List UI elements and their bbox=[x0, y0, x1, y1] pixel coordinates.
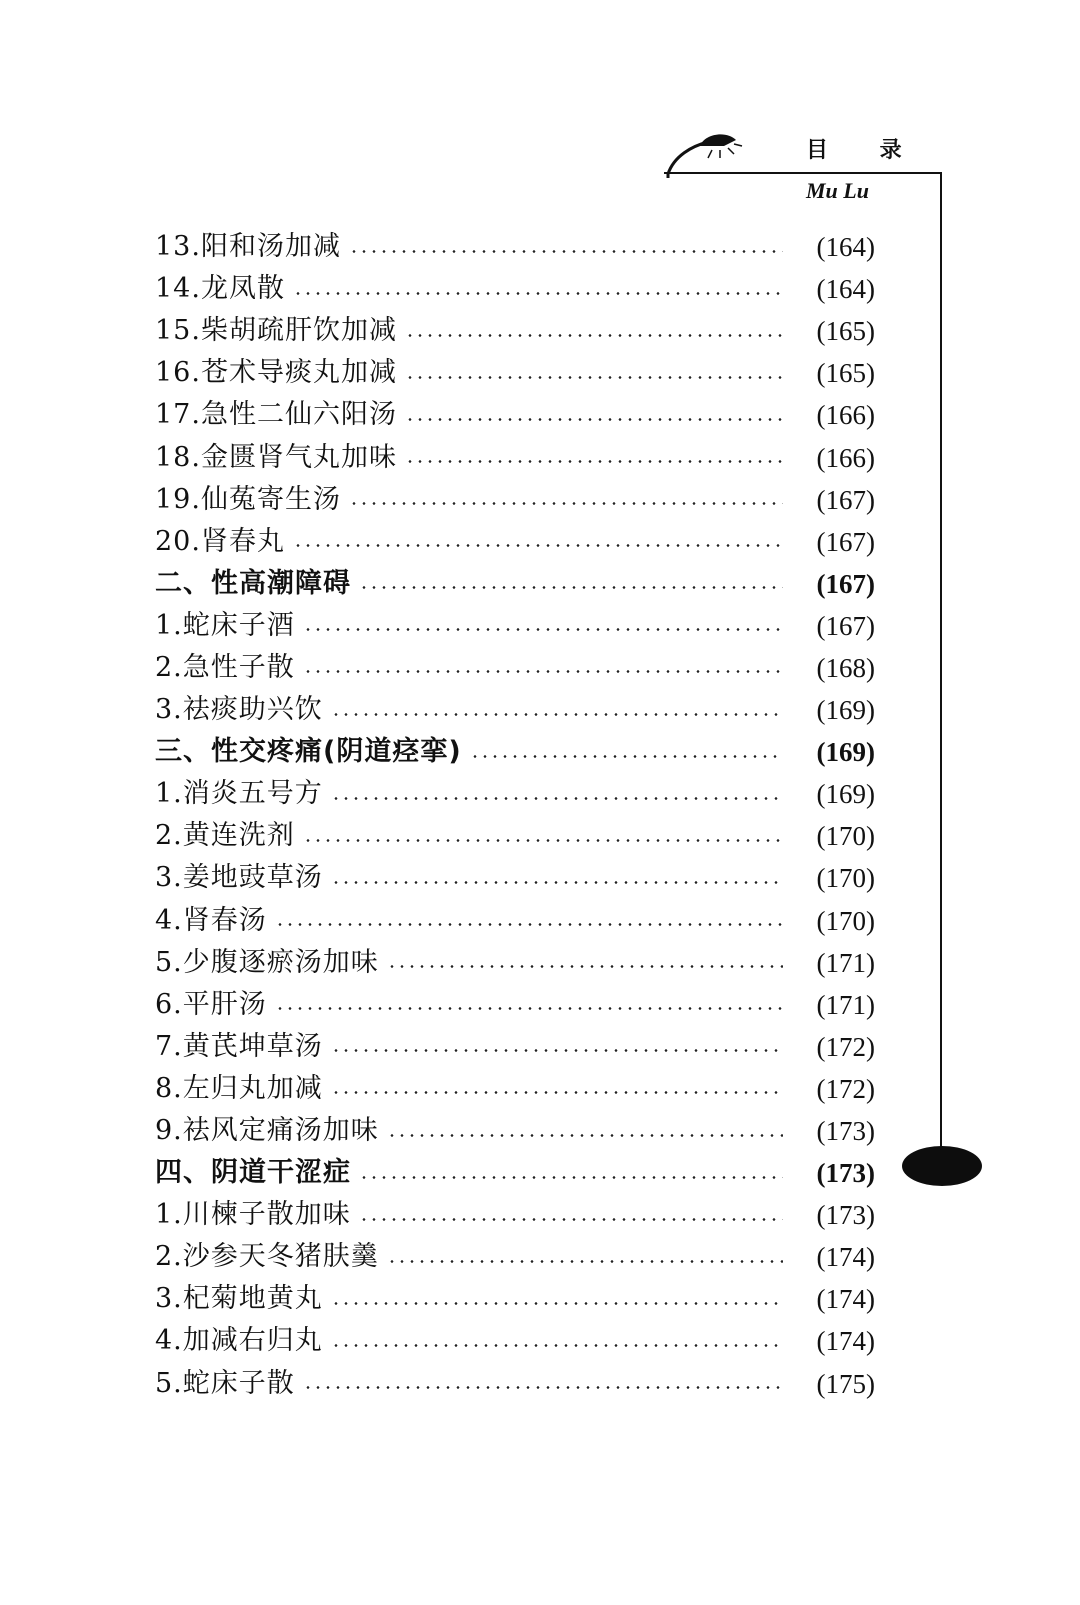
toc-entry-label: 1.蛇床子酒 bbox=[155, 609, 295, 641]
toc-entry-page: (171) bbox=[816, 947, 875, 978]
toc-entry-page: (174) bbox=[816, 1326, 875, 1357]
toc-entry-page: (170) bbox=[816, 905, 875, 936]
dot-leader bbox=[331, 1049, 783, 1052]
toc-entry-label: 17.急性二仙六阳汤 bbox=[155, 399, 397, 431]
dot-leader bbox=[359, 1218, 783, 1221]
toc-entry-page: (171) bbox=[816, 989, 875, 1020]
dot-leader bbox=[331, 881, 783, 884]
dot-leader bbox=[387, 1260, 783, 1263]
toc-entry-label: 13.阳和汤加减 bbox=[155, 231, 341, 263]
toc-entry-label: 15.柴胡疏肝饮加减 bbox=[155, 315, 397, 347]
dot-leader bbox=[349, 502, 783, 505]
toc-entry bbox=[155, 226, 875, 268]
toc-entry bbox=[155, 352, 875, 394]
header-subtitle: Mu Lu bbox=[806, 178, 869, 203]
toc-entry bbox=[155, 1068, 875, 1110]
toc-entry-page: (167) bbox=[816, 484, 875, 515]
toc-section-heading bbox=[155, 1152, 875, 1194]
margin-rule bbox=[940, 172, 942, 1147]
toc-entry bbox=[155, 815, 875, 857]
toc-entry-page: (175) bbox=[816, 1368, 875, 1399]
toc-entry bbox=[155, 689, 875, 731]
toc-entry-page: (173) bbox=[816, 1158, 875, 1189]
toc-entry-label: 6.平肝汤 bbox=[155, 988, 267, 1020]
toc-entry-label: 8.左归丸加减 bbox=[155, 1072, 323, 1104]
toc-entry-page: (166) bbox=[816, 442, 875, 473]
toc-entry-label: 4.加减右归丸 bbox=[155, 1325, 323, 1357]
dot-leader bbox=[359, 1176, 783, 1179]
dot-leader bbox=[293, 544, 783, 547]
toc-entry-label: 19.仙菟寄生汤 bbox=[155, 483, 341, 515]
dot-leader bbox=[303, 1386, 783, 1389]
toc-entry-label: 2.急性子散 bbox=[155, 651, 295, 683]
toc-entry-label: 7.黄芪坤草汤 bbox=[155, 1030, 323, 1062]
toc-entry bbox=[155, 436, 875, 478]
toc-entry-label: 18.金匮肾气丸加味 bbox=[155, 441, 397, 473]
toc-entry-page: (165) bbox=[816, 358, 875, 389]
dot-leader bbox=[405, 334, 783, 337]
toc-section-heading bbox=[155, 731, 875, 773]
toc-entry-page: (168) bbox=[816, 652, 875, 683]
toc-entry-label: 16.苍术导痰丸加减 bbox=[155, 357, 397, 389]
toc-entry-page: (169) bbox=[816, 695, 875, 726]
toc-entry bbox=[155, 647, 875, 689]
toc-entry bbox=[155, 310, 875, 352]
dot-leader bbox=[387, 965, 783, 968]
header-title: 目 录 bbox=[806, 138, 924, 163]
dot-leader bbox=[331, 713, 783, 716]
dot-leader bbox=[405, 418, 783, 421]
dot-leader bbox=[470, 755, 783, 758]
page-tab-marker bbox=[902, 1146, 982, 1186]
toc-entry-label: 1.消炎五号方 bbox=[155, 778, 323, 810]
toc-entry-page: (169) bbox=[816, 737, 875, 768]
toc-entry bbox=[155, 1026, 875, 1068]
toc-entry-page: (170) bbox=[816, 863, 875, 894]
toc-entry-page: (172) bbox=[816, 1031, 875, 1062]
toc-entry bbox=[155, 1278, 875, 1320]
toc-entry-label: 3.杞菊地黄丸 bbox=[155, 1283, 323, 1315]
toc-entry-label: 3.姜地豉草汤 bbox=[155, 862, 323, 894]
toc-entry bbox=[155, 900, 875, 942]
toc-entry-label: 4.肾春汤 bbox=[155, 904, 267, 936]
dot-leader bbox=[303, 839, 783, 842]
dot-leader bbox=[359, 586, 783, 589]
toc-entry-page: (166) bbox=[816, 400, 875, 431]
toc-entry-label: 2.沙参天冬猪肤羹 bbox=[155, 1241, 379, 1273]
toc-entry-page: (164) bbox=[816, 274, 875, 305]
toc-entry bbox=[155, 942, 875, 984]
toc-section-heading bbox=[155, 563, 875, 605]
dot-leader bbox=[405, 376, 783, 379]
dot-leader bbox=[275, 923, 783, 926]
dot-leader bbox=[303, 628, 783, 631]
toc-entry-page: (174) bbox=[816, 1284, 875, 1315]
dot-leader bbox=[331, 797, 783, 800]
toc-entry-label: 9.祛风定痛汤加味 bbox=[155, 1115, 379, 1147]
toc-entry-label: 2.黄连洗剂 bbox=[155, 820, 295, 852]
toc-entry bbox=[155, 605, 875, 647]
toc-entry-page: (164) bbox=[816, 232, 875, 263]
dot-leader bbox=[303, 670, 783, 673]
dot-leader bbox=[331, 1302, 783, 1305]
toc-entry bbox=[155, 773, 875, 815]
dot-leader bbox=[275, 1007, 783, 1010]
dot-leader bbox=[405, 460, 783, 463]
toc-entry-page: (172) bbox=[816, 1073, 875, 1104]
dot-leader bbox=[331, 1344, 783, 1347]
header-rule bbox=[664, 172, 942, 174]
toc-entry-page: (170) bbox=[816, 821, 875, 852]
toc-entry-page: (174) bbox=[816, 1242, 875, 1273]
toc-entry bbox=[155, 857, 875, 899]
toc-entry-label: 5.少腹逐瘀汤加味 bbox=[155, 946, 379, 978]
dot-leader bbox=[331, 1091, 783, 1094]
toc-entry-label: 14.龙凤散 bbox=[155, 273, 285, 305]
toc-entry-page: (169) bbox=[816, 779, 875, 810]
dot-leader bbox=[387, 1134, 783, 1137]
toc-entry-label: 3.祛痰助兴饮 bbox=[155, 694, 323, 726]
toc-entry-page: (167) bbox=[816, 610, 875, 641]
toc-entry bbox=[155, 1320, 875, 1362]
toc-entry-page: (173) bbox=[816, 1200, 875, 1231]
dot-leader bbox=[349, 250, 783, 253]
toc-entry-page: (167) bbox=[816, 526, 875, 557]
toc-entry-page: (165) bbox=[816, 316, 875, 347]
toc-entry bbox=[155, 479, 875, 521]
dot-leader bbox=[293, 292, 783, 295]
toc-entry-page: (167) bbox=[816, 568, 875, 599]
toc-entry bbox=[155, 1363, 875, 1405]
toc-entry-label: 5.蛇床子散 bbox=[155, 1367, 295, 1399]
toc-entry-label: 四、阴道干涩症 bbox=[155, 1157, 351, 1189]
toc-entry bbox=[155, 1110, 875, 1152]
toc-entry-label: 20.肾春丸 bbox=[155, 525, 285, 557]
toc-entry-page: (173) bbox=[816, 1116, 875, 1147]
toc-entry-label: 二、性高潮障碍 bbox=[155, 567, 351, 599]
toc-entry-label: 三、性交疼痛(阴道痉挛) bbox=[155, 736, 462, 768]
toc-entry-label: 1.川楝子散加味 bbox=[155, 1199, 351, 1231]
toc-entry bbox=[155, 1236, 875, 1278]
table-of-contents bbox=[155, 226, 875, 1405]
toc-entry bbox=[155, 984, 875, 1026]
toc-entry bbox=[155, 1194, 875, 1236]
toc-entry bbox=[155, 521, 875, 563]
toc-entry bbox=[155, 394, 875, 436]
toc-entry bbox=[155, 268, 875, 310]
